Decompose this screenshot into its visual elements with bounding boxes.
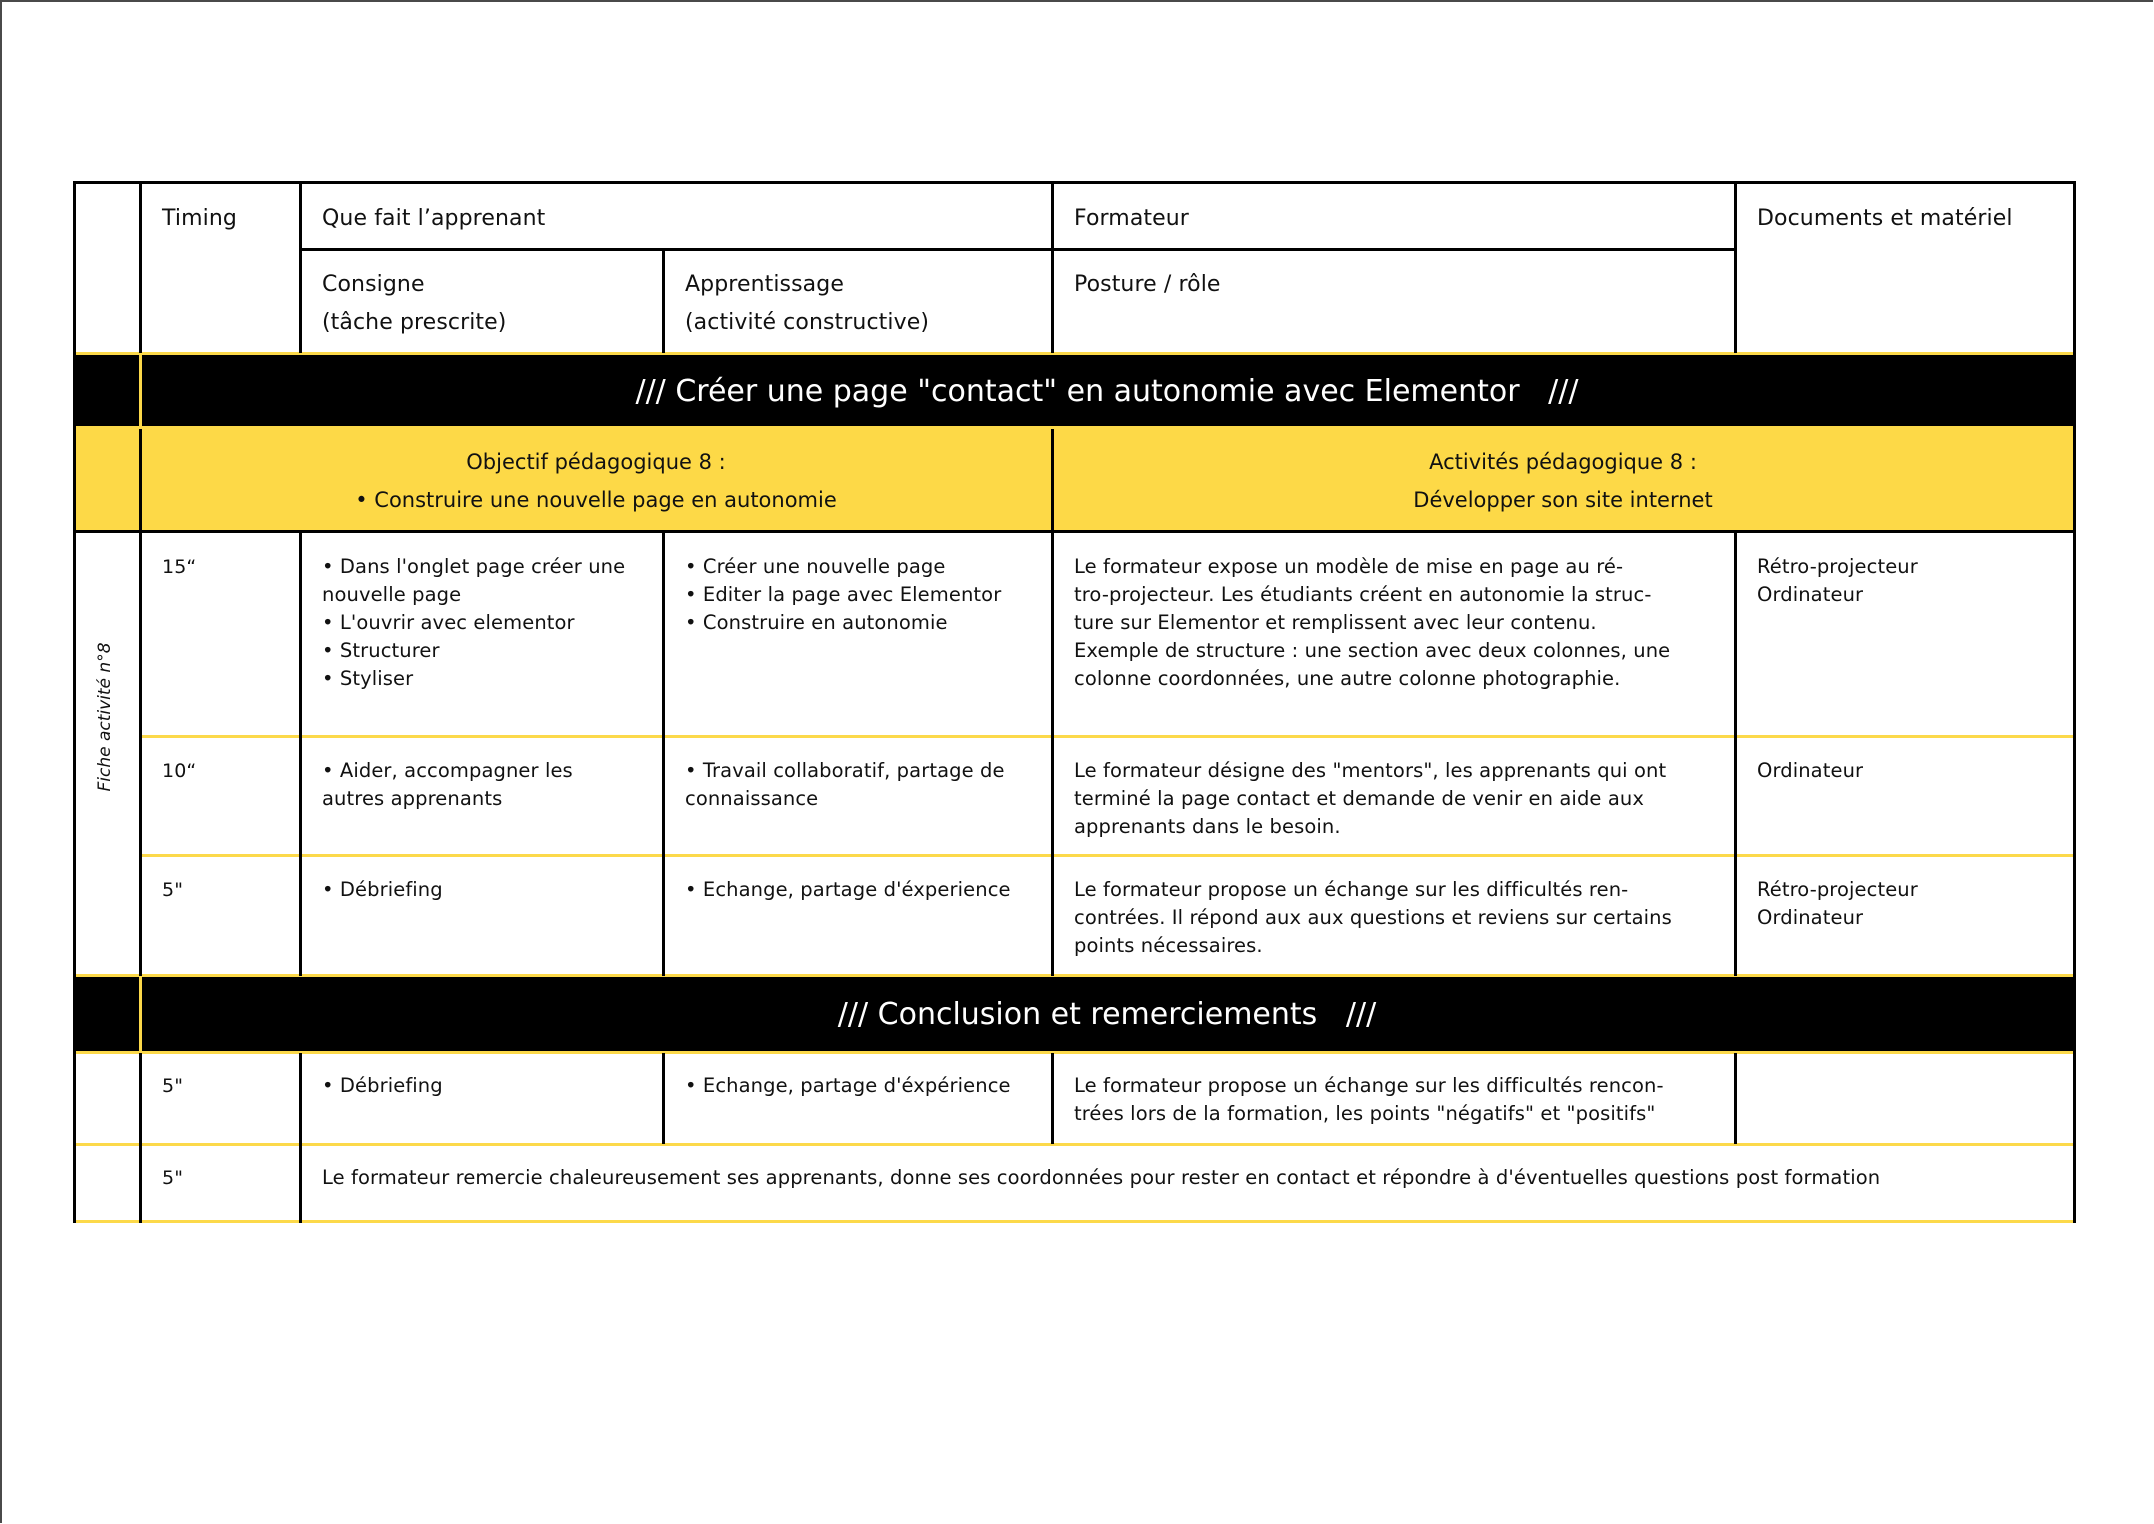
header-timing-text: Timing (162, 206, 237, 231)
apprentissage-line: • Construire en autonomie (685, 611, 948, 634)
apprentissage-line: • Echange, partage d'éxperience (685, 878, 1011, 901)
header-documents-text: Documents et matériel (1757, 206, 2013, 231)
consigne-line: • Débriefing (322, 1074, 443, 1097)
consigne-line: autres apprenants (322, 787, 503, 810)
formateur-line: tro-projecteur. Les étudiants créent en autonomie la struc- (1074, 583, 1652, 606)
consigne-line: nouvelle page (322, 583, 462, 606)
apprentissage-line: • Travail collaboratif, partage de (685, 759, 1005, 782)
grid-line (299, 1053, 302, 1223)
activites-item: Développer son site internet (1413, 488, 1713, 512)
document-line: Ordinateur (1757, 759, 1864, 782)
row-apprentissage (663, 553, 1052, 637)
header-apprentissage-line: Apprentissage (685, 272, 844, 297)
row-apprentissage (663, 757, 1052, 813)
grid-line (1734, 532, 1737, 976)
header-apprentissage-line: (activité constructive) (685, 310, 930, 335)
row-formateur (1052, 757, 1735, 841)
grid-line (140, 854, 2076, 857)
row-timing: 15“ (162, 556, 197, 578)
objective-item: • Construire une nouvelle page en autonomie (355, 488, 837, 512)
document-line: Rétro-projecteur (1757, 555, 1918, 578)
activites-pedagogique (1052, 443, 2074, 519)
grid-line (300, 248, 1735, 251)
row-formateur (1052, 1072, 1735, 1128)
section-title-creer-page-contact: /// Créer une page "contact" en autonomie avec Elementor /// (635, 374, 1579, 409)
grid-line (74, 1051, 2076, 1054)
objective-pedagogique (140, 443, 1052, 519)
row-timing: 10“ (162, 760, 197, 782)
grid-line (74, 352, 2076, 355)
row-merged-text (300, 1164, 2074, 1192)
row-consigne (300, 757, 663, 813)
header-consigne (300, 266, 663, 342)
header-apprentissage (663, 266, 1052, 342)
header-timing (140, 200, 300, 238)
activites-title: Activités pédagogique 8 : (1429, 450, 1697, 474)
header-que-fait-apprenant-text: Que fait l’apprenant (322, 206, 546, 231)
formateur-line: Le formateur désigne des "mentors", les apprenants qui ont (1074, 759, 1667, 782)
header-documents (1735, 200, 2074, 238)
formateur-line: colonne coordonnées, une autre colonne photographie. (1074, 667, 1621, 690)
merged-line: Le formateur remercie chaleureusement ses apprenants, donne ses coordonnées pour rester en contact et répondre à d'éventuelles questions post formation (322, 1166, 1881, 1189)
formateur-line: trées lors de la formation, les points "négatifs" et "positifs" (1074, 1102, 1656, 1125)
row-consigne (300, 1072, 663, 1100)
formateur-line: Exemple de structure : une section avec deux colonnes, une (1074, 639, 1671, 662)
row-documents (1735, 757, 2074, 785)
row-consigne (300, 876, 663, 904)
document-line: Ordinateur (1757, 583, 1864, 606)
grid-line (140, 735, 2076, 738)
formateur-line: Le formateur propose un échange sur les difficultés ren- (1074, 878, 1629, 901)
header-formateur (1052, 200, 1735, 238)
row-timing: 5" (162, 879, 184, 901)
grid-line (1051, 1053, 1054, 1144)
row-timing: 5" (162, 1075, 184, 1097)
grid-line (1734, 181, 1737, 353)
formateur-line: terminé la page contact et demande de venir en aide aux (1074, 787, 1644, 810)
grid-line (1734, 1053, 1737, 1144)
grid-line (74, 974, 2076, 977)
row-formateur (1052, 553, 1735, 693)
apprentissage-line: • Créer une nouvelle page (685, 555, 946, 578)
row-documents (1735, 553, 2074, 609)
consigne-line: • Aider, accompagner les (322, 759, 573, 782)
header-formateur-text: Formateur (1074, 206, 1189, 231)
section-title-conclusion: /// Conclusion et remerciements /// (837, 997, 1377, 1032)
row-apprentissage (663, 876, 1052, 904)
consigne-line: • Structurer (322, 639, 440, 662)
grid-line (299, 181, 302, 353)
grid-line (139, 1053, 142, 1223)
grid-line (1051, 429, 1054, 976)
consigne-line: • Dans l'onglet page créer une (322, 555, 626, 578)
grid-line (74, 181, 2076, 184)
grid-line (662, 1053, 665, 1144)
formateur-line: apprenants dans le besoin. (1074, 815, 1341, 838)
consigne-line: • Débriefing (322, 878, 443, 901)
header-posture-text: Posture / rôle (1074, 272, 1221, 297)
grid-line (662, 532, 665, 976)
grid-line (74, 530, 2076, 533)
grid-line (1051, 181, 1054, 353)
grid-line (74, 1143, 2076, 1146)
grid-line (662, 249, 665, 353)
grid-line (74, 426, 2076, 429)
row-timing: 5" (162, 1167, 184, 1189)
header-consigne-line: Consigne (322, 272, 425, 297)
row-formateur (1052, 876, 1735, 960)
grid-line (139, 429, 142, 976)
apprentissage-line: • Editer la page avec Elementor (685, 583, 1002, 606)
grid-line (139, 353, 142, 427)
grid-line (299, 532, 302, 976)
document-line: Ordinateur (1757, 906, 1864, 929)
grid-line (139, 976, 142, 1052)
row-documents (1735, 876, 2074, 932)
consigne-line: • L'ouvrir avec elementor (322, 611, 575, 634)
grid-line (2073, 181, 2076, 1223)
consigne-line: • Styliser (322, 667, 414, 690)
formateur-line: Le formateur expose un modèle de mise en page au ré- (1074, 555, 1624, 578)
formateur-line: ture sur Elementor et remplissent avec leur contenu. (1074, 611, 1597, 634)
row-consigne (300, 553, 663, 693)
apprentissage-line: connaissance (685, 787, 819, 810)
grid-line (74, 1220, 2076, 1223)
formateur-line: contrées. Il répond aux aux questions et reviens sur certains (1074, 906, 1672, 929)
formateur-line: Le formateur propose un échange sur les difficultés rencon- (1074, 1074, 1664, 1097)
grid-line (139, 181, 142, 353)
row-apprentissage (663, 1072, 1052, 1100)
header-que-fait-apprenant (300, 200, 1052, 238)
formateur-line: points nécessaires. (1074, 934, 1263, 957)
header-consigne-line: (tâche prescrite) (322, 310, 507, 335)
grid-line (73, 181, 76, 1223)
document-line: Rétro-projecteur (1757, 878, 1918, 901)
side-label-fiche-activite: Fiche activité n°8 (95, 642, 115, 792)
apprentissage-line: • Echange, partage d'éxpérience (685, 1074, 1011, 1097)
objective-title: Objectif pédagogique 8 : (466, 450, 726, 474)
header-posture (1052, 266, 1735, 304)
